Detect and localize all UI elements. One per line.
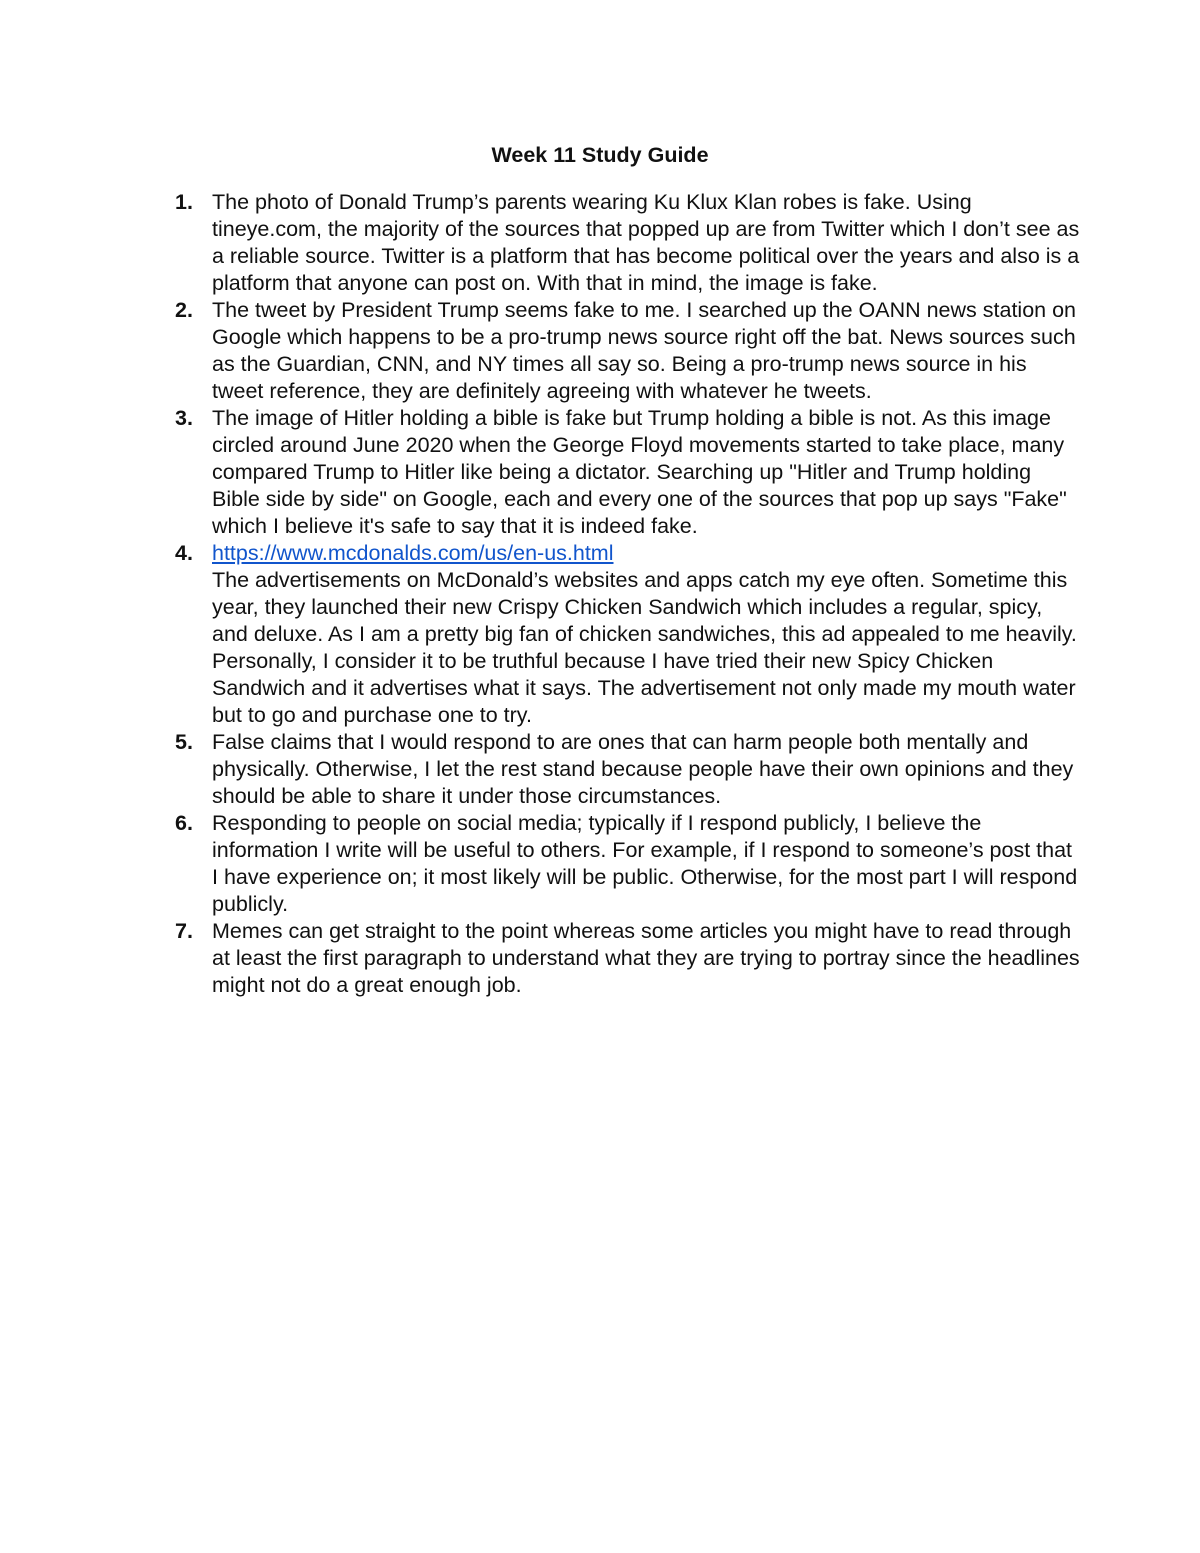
list-item — [175, 918, 1082, 999]
list-item — [175, 189, 1082, 297]
item-number: 2. — [175, 298, 193, 322]
item-text: Responding to people on social media; typically if I respond publicly, I believe the information I write will be useful to others. For example, if I respond to someone’s post that I have experience on; it most likely will be public. Otherwise, for the most part I will respond publicly. — [212, 811, 1078, 916]
list-item — [175, 297, 1082, 405]
item-text: The photo of Donald Trump’s parents wearing Ku Klux Klan robes is fake. Using tineye.com, the majority of the sources that popped up are from Twitter which I don’t see as a reliable source. Twitter is a platform that has become political over the years and also is a platform that anyone can post on. With that in mind, the image is fake. — [212, 190, 1080, 295]
item-text: The advertisements on McDonald’s websites and apps catch my eye often. Sometime this year, they launched their new Crispy Chicken Sandwich which includes a regular, spicy, and deluxe. As I am a pretty big fan of chicken sandwiches, this ad appealed to me heavily. Personally, I consider it to be truthful because I have tried their new Spicy Chicken Sandwich and it advertises what it says. The advertisement not only made my mouth water but to go and purchase one to try. — [212, 568, 1077, 727]
item-number: 7. — [175, 919, 193, 943]
list-item — [175, 810, 1082, 918]
list-item — [175, 540, 1082, 729]
mcdonalds-link[interactable]: https://www.mcdonalds.com/us/en-us.html — [212, 541, 614, 565]
item-number: 1. — [175, 190, 193, 214]
item-number: 6. — [175, 811, 193, 835]
item-number: 3. — [175, 406, 193, 430]
item-text: The tweet by President Trump seems fake to me. I searched up the OANN news station on Google which happens to be a pro-trump news source right off the bat. News sources such as the Guardian, CNN, and NY times all say so. Being a pro-trump news source in his tweet reference, they are definitely agreeing with whatever he tweets. — [212, 298, 1076, 403]
list-item — [175, 405, 1082, 540]
study-guide-list — [175, 189, 1082, 999]
item-text: Memes can get straight to the point whereas some articles you might have to read through at least the first paragraph to understand what they are trying to portray since the headlines might not do a great enough job. — [212, 919, 1080, 997]
list-item — [175, 729, 1082, 810]
page-title: Week 11 Study Guide — [491, 143, 709, 167]
item-text: False claims that I would respond to are ones that can harm people both mentally and physically. Otherwise, I let the rest stand because people have their own opinions and they should be able to share it under those circumstances. — [212, 730, 1074, 808]
item-text: The image of Hitler holding a bible is fake but Trump holding a bible is not. As this image circled around June 2020 when the George Floyd movements started to take place, many compared Trump to Hitler like being a dictator. Searching up "Hitler and Trump holding Bible side by side" on Google, each and every one of the sources that pop up says "Fake" which I believe it's safe to say that it is indeed fake. — [212, 406, 1067, 538]
item-number: 5. — [175, 730, 193, 754]
item-number: 4. — [175, 541, 193, 565]
